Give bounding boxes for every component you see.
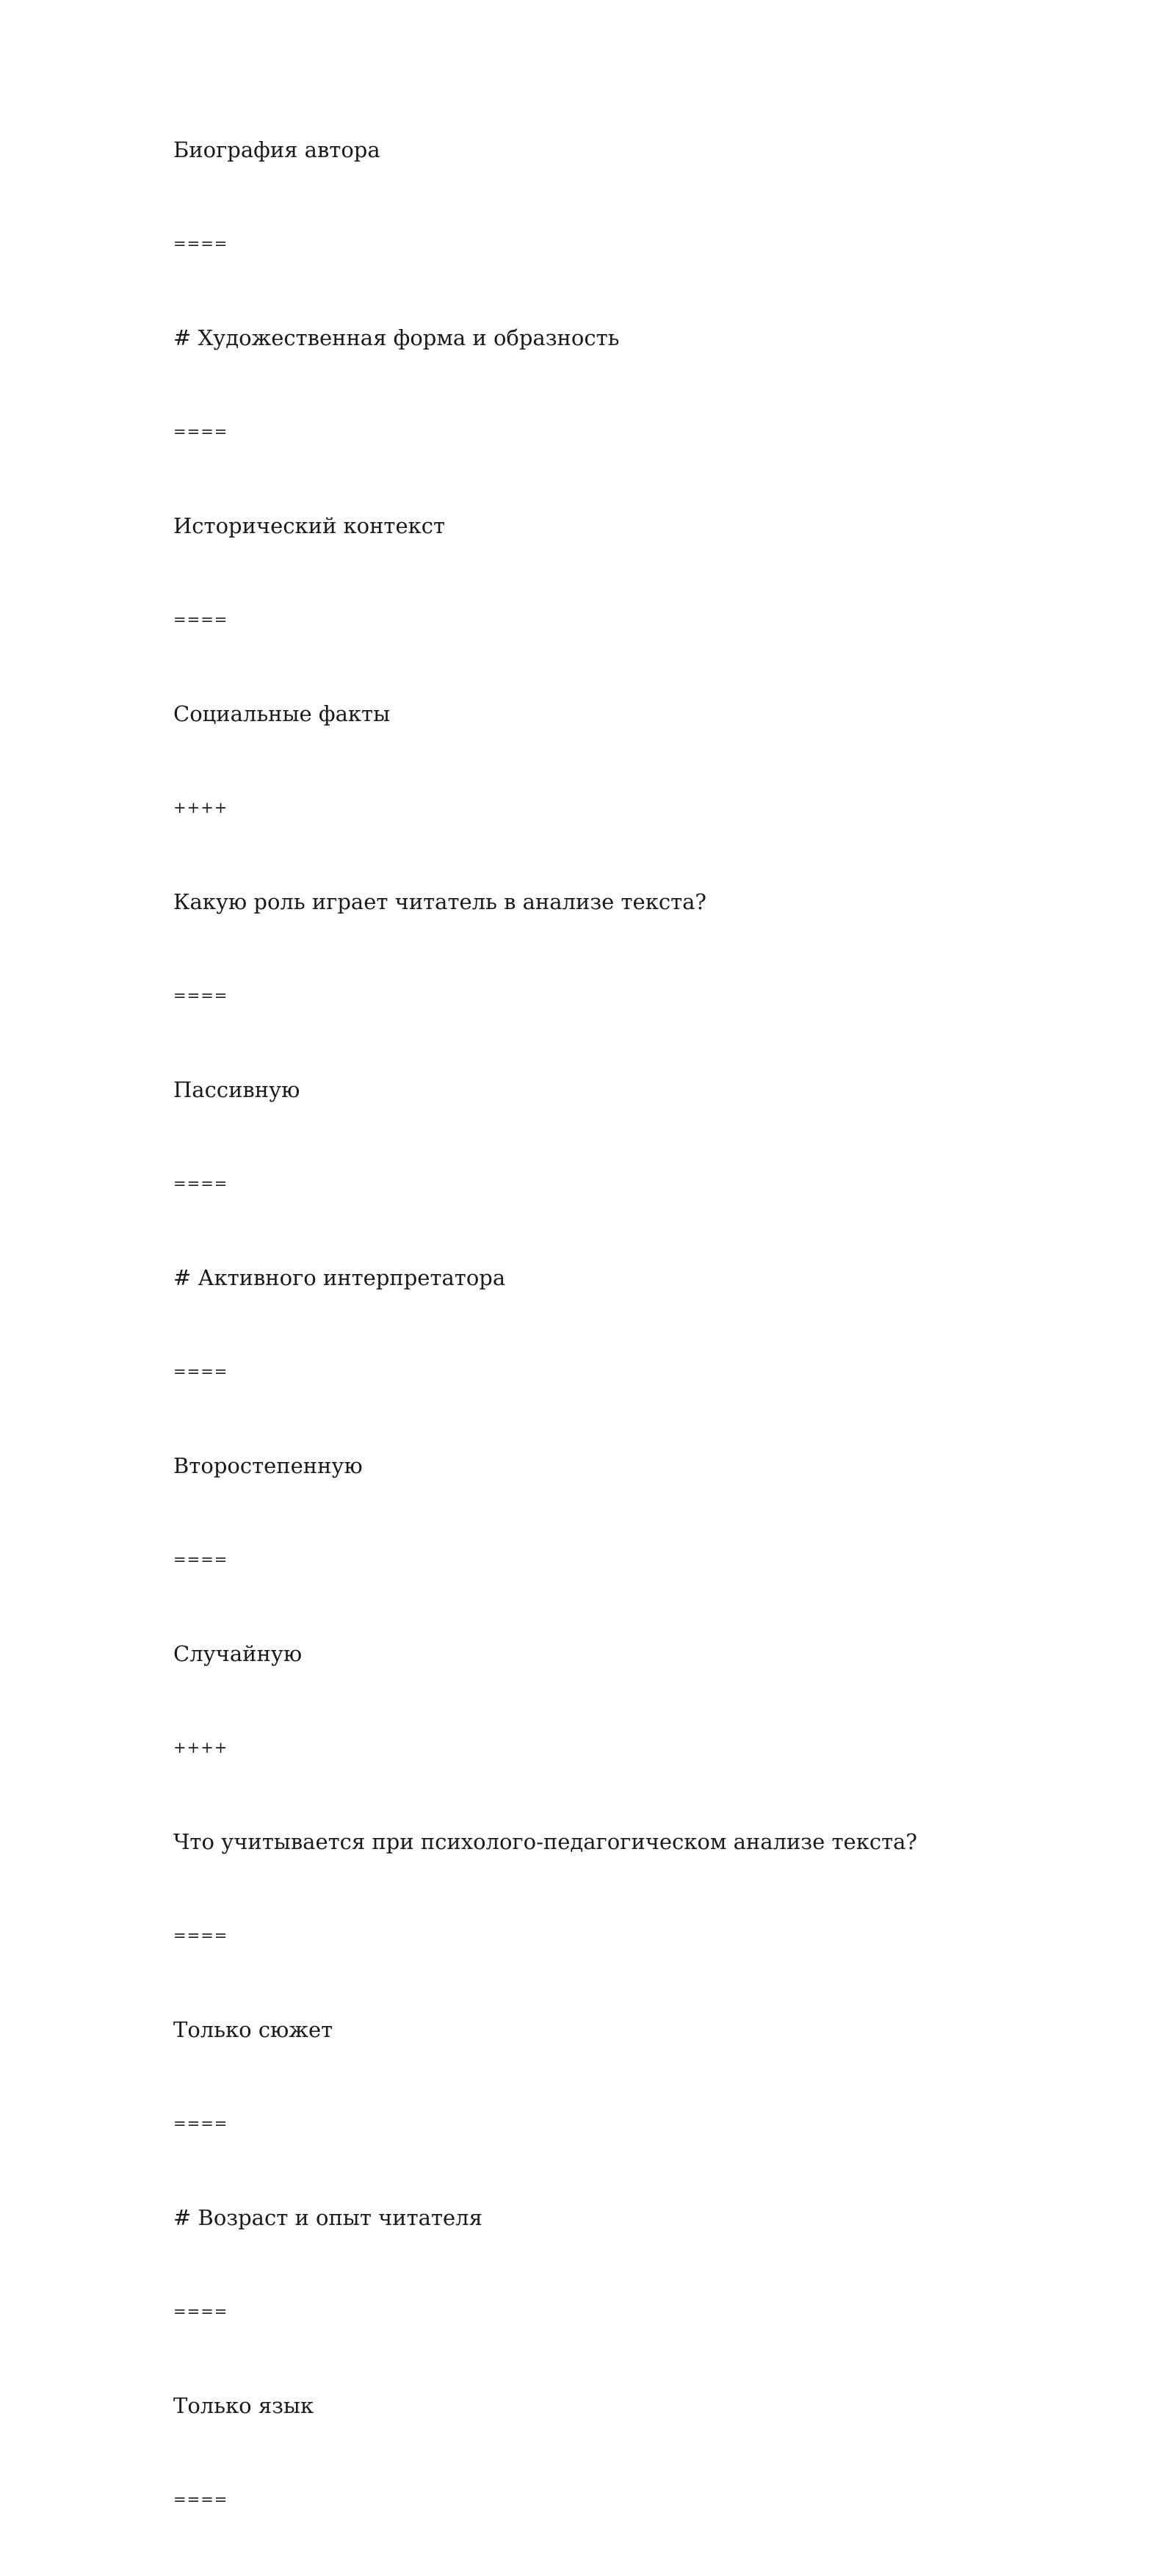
- document-body: [173, 132, 1040, 2576]
- option-separator: ====: [173, 611, 228, 629]
- option-separator: ====: [173, 987, 228, 1005]
- question-separator: ++++: [173, 1739, 228, 1756]
- correct-answer-option: # Активного интерпретатора: [173, 1265, 506, 1290]
- answer-option: Биография автора: [173, 137, 380, 162]
- question-separator: ++++: [173, 799, 228, 817]
- option-separator: ====: [173, 2491, 228, 2508]
- question-text: Что учитывается при психолого-педагогическом анализе текста?: [173, 1829, 917, 1854]
- option-separator: ====: [173, 235, 228, 253]
- option-separator: ====: [173, 423, 228, 441]
- answer-option: Случайную: [173, 1641, 303, 1666]
- option-separator: ====: [173, 1363, 228, 1381]
- option-separator: ====: [173, 2115, 228, 2132]
- answer-option: Социальные факты: [173, 701, 391, 726]
- option-separator: ====: [173, 1927, 228, 1944]
- option-separator: ====: [173, 1551, 228, 1569]
- option-separator: ====: [173, 1175, 228, 1193]
- option-separator: ====: [173, 2303, 228, 2320]
- answer-option: Только язык: [173, 2393, 314, 2418]
- answer-option: Исторический контекст: [173, 513, 446, 538]
- correct-answer-option: # Возраст и опыт читателя: [173, 2205, 482, 2230]
- answer-option: Второстепенную: [173, 1453, 363, 1478]
- answer-option: Пассивную: [173, 1077, 300, 1102]
- question-text: Какую роль играет читатель в анализе текста?: [173, 889, 706, 914]
- answer-option: Только сюжет: [173, 2017, 333, 2042]
- correct-answer-option: # Художественная форма и образность: [173, 325, 620, 350]
